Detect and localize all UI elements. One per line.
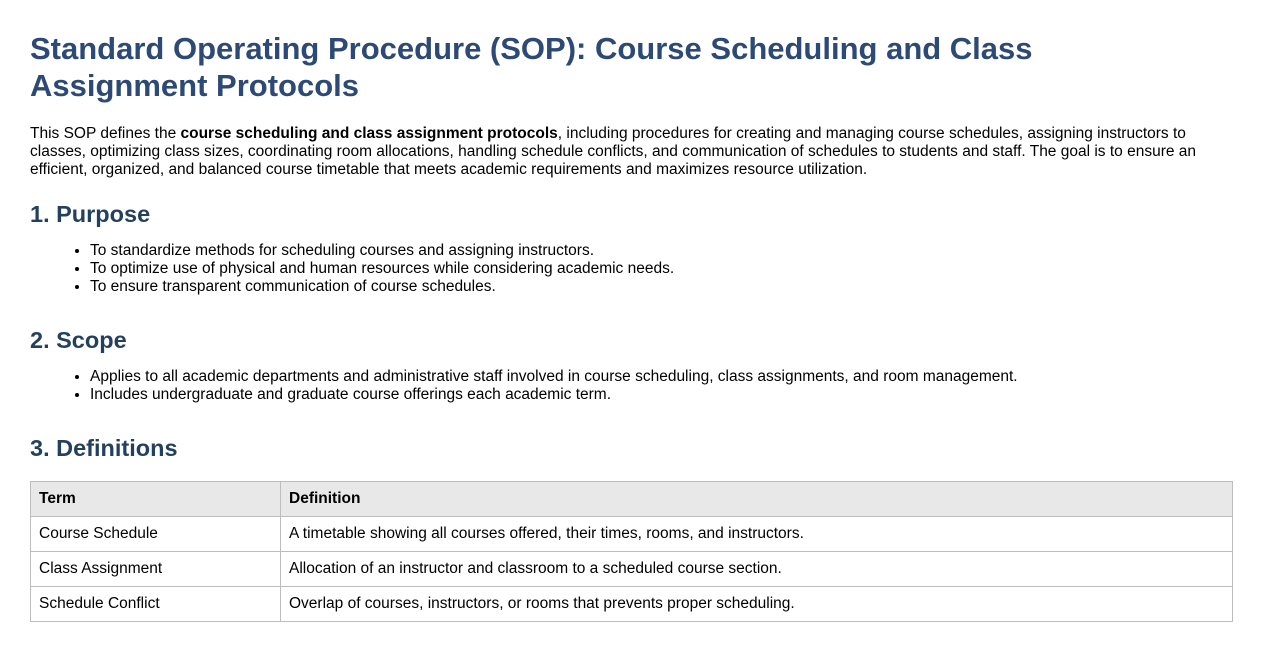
section-heading-scope: 2. Scope — [30, 327, 127, 353]
column-header-definition: Definition — [281, 482, 1233, 517]
term-cell: Course Schedule — [31, 517, 281, 552]
table-row — [31, 517, 1233, 552]
definition-cell: Allocation of an instructor and classroom to a scheduled course section. — [281, 552, 1233, 587]
section-heading-definitions: 3. Definitions — [30, 435, 178, 461]
intro-paragraph — [30, 125, 1233, 179]
table-header-row — [31, 482, 1233, 517]
scope-list — [30, 368, 1233, 404]
list-item: • To ensure transparent communication of course schedules. — [90, 278, 1233, 296]
list-item: • Includes undergraduate and graduate course offerings each academic term. — [90, 386, 1233, 404]
section-heading-purpose: 1. Purpose — [30, 201, 151, 227]
list-item: • Applies to all academic departments and administrative staff involved in course scheduling, class assignments, and room management. — [90, 368, 1233, 386]
term-cell: Class Assignment — [31, 552, 281, 587]
table-row — [31, 587, 1233, 622]
intro-prefix: This SOP defines the — [30, 125, 181, 142]
intro-bold-text: course scheduling and class assignment protocols — [180, 125, 558, 142]
term-cell: Schedule Conflict — [31, 587, 281, 622]
definitions-table — [30, 481, 1233, 622]
list-item: • To standardize methods for scheduling courses and assigning instructors. — [90, 242, 1233, 260]
list-item: • To optimize use of physical and human resources while considering academic needs. — [90, 260, 1233, 278]
intro-suffix: , including procedures for creating and managing course schedules, assigning instructors to classes, optimizing class sizes, coordinating room allocations, handling schedule conflicts, and communication of schedules to students and staff. The goal is to ensure an efficient, organized, and balanced course timetable that meets academic requirements and maximizes resource utilization. — [30, 125, 1197, 178]
definition-cell: Overlap of courses, instructors, or rooms that prevents proper scheduling. — [281, 587, 1233, 622]
definition-cell: A timetable showing all courses offered, their times, rooms, and instructors. — [281, 517, 1233, 552]
table-row — [31, 552, 1233, 587]
page-title: Standard Operating Procedure (SOP): Course Scheduling and Class Assignment Protocols — [30, 31, 1033, 103]
column-header-term: Term — [31, 482, 281, 517]
purpose-list — [30, 242, 1233, 296]
